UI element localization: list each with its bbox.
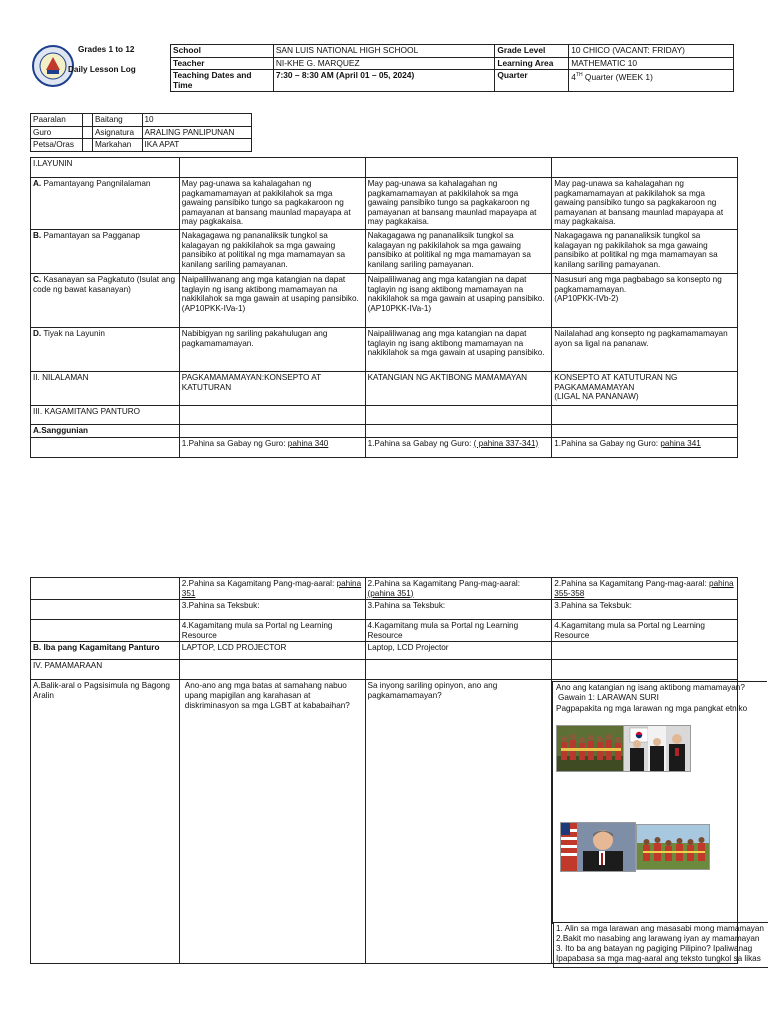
info-value: ARALING PANLIPUNAN: [142, 126, 252, 139]
cell-n2: KATANGIAN NG AKTIBONG MAMAMAYAN: [365, 372, 552, 406]
row-label-c: C. Kasanayan sa Pagkatuto (Isulat ang code ng bawat kasanayan): [31, 274, 180, 328]
grades-label: Grades 1 to 12: [78, 45, 135, 54]
lesson-table-page1: [30, 157, 738, 458]
info-key: Petsa/Oras: [31, 139, 83, 152]
cell-balik1: Ano-ano ang mga batas at samahang nabuo upang mapigilan ang karahasan at diskriminasyon sa mga LGBT at kababaihan?: [179, 680, 365, 964]
cell-s2: 1.Pahina sa Gabay ng Guro: ( pahina 337-341): [365, 437, 552, 457]
cell-a3: May pag-unawa sa kahalagahan ng pagkamamamayan at pakikilahok sa mga gawaing pansibiko tungo sa pagkakaroon ng pamayanan at bansang maunlad mapayapa at may pagkakaisa.: [552, 178, 738, 230]
cell-d2: Naipaliliwanag ang mga katangian na dapat taglayin ng isang aktibong mamamayan na nakikilahok sa mga gawain at usaping pansibiko.: [365, 328, 552, 372]
school-value: SAN LUIS NATIONAL HIGH SCHOOL: [273, 45, 495, 58]
question-1: 1. Alin sa mga larawan ang masasabi mong mamamayan: [556, 924, 764, 933]
info-value: 10: [142, 114, 252, 127]
info-key: Paaralan: [31, 114, 83, 127]
cell-p2: 2.Pahina sa Kagamitang Pang-mag-aaral: (pahina 351): [365, 578, 552, 600]
cell-portal1: 4.Kagamitang mula sa Portal ng Learning Resource: [179, 620, 365, 642]
reading-instruction: Ipapabasa sa mga mag-aaral ang teksto tungkol sa likas: [556, 954, 761, 963]
cell-teks3: 3.Pahina sa Teksbuk:: [552, 600, 738, 620]
activity-gawain-title: Gawain 1: LARAWAN SURI: [558, 693, 659, 702]
quarter-label: Quarter: [495, 70, 569, 92]
teaching-dates-label: Teaching Dates and Time: [171, 70, 274, 92]
section-kagamitang-panturo: III. KAGAMITANG PANTURO: [31, 406, 180, 425]
learning-area-label: Learning Area: [495, 57, 569, 70]
school-label: School: [171, 45, 274, 58]
cell-portal2: 4.Kagamitang mula sa Portal ng Learning Resource: [365, 620, 552, 642]
row-label-balik-aral: A.Balik-aral o Pagsisimula ng Bagong Aralin: [31, 680, 180, 964]
cell-c2: Naipaliliwanag ang mga katangian na dapat taglayin ng isang aktibong mamamayan na nakikilahok sa mga gawain at usaping pansibiko. (AP10PKK-IVa-1): [365, 274, 552, 328]
cell-portal3: 4.Kagamitang mula sa Portal ng Learning Resource: [552, 620, 738, 642]
cell-a2: May pag-unawa sa kahalagahan ng pagkamamamayan at pakikilahok sa mga gawaing pansibiko tungo sa pagkakaroon ng pamayanan at bansang maunlad mapayapa at may pagkakaisa.: [365, 178, 552, 230]
cell-s3: 1.Pahina sa Gabay ng Guro: pahina 341: [552, 437, 738, 457]
cell-p1: 2.Pahina sa Kagamitang Pang-mag-aaral: pahina 351: [179, 578, 365, 600]
grade-level-label: Grade Level: [495, 45, 569, 58]
daily-lesson-log-title: Daily Lesson Log: [68, 65, 136, 74]
info-table: [30, 113, 252, 152]
section-nilalaman: II. NILALAMAN: [31, 372, 180, 406]
cell-teks1: 3.Pahina sa Teksbuk:: [179, 600, 365, 620]
learning-area-value: MATHEMATIC 10: [569, 57, 734, 70]
questions-box: [553, 922, 768, 968]
cell-a1: May pag-unawa sa kahalagahan ng pagkamamamayan at pakikilahok sa mga gawaing pansibiko tungo sa pagkakaroon ng pamayanan at bansang maunlad mapayapa at may pagkakaisa.: [179, 178, 365, 230]
cell-b3: Nakagagawa ng pananaliksik tungkol sa kalagayan ng pakikilahok sa mga gawaing pansibiko at politikal ng mga mamamayan sa kanilang sariling pamayanan.: [552, 230, 738, 274]
cell-n3: KONSEPTO AT KATUTURAN NG PAGKAMAMAMAYAN (LIGAL NA PANANAW): [552, 372, 738, 406]
info-key: Guro: [31, 126, 83, 139]
cell-iba2: Laptop, LCD Projector: [365, 642, 552, 660]
info-value: IKA APAT: [142, 139, 252, 152]
activity-description: Pagpapakita ng mga larawan ng mga pangkat etniko: [556, 704, 748, 713]
cell-n1: PAGKAMAMAMAYAN:KONSEPTO AT KATUTURAN: [179, 372, 365, 406]
cell-d1: Nabibigyan ng sariling pakahulugan ang pagkamamamayan.: [179, 328, 365, 372]
cell-iba1: LAPTOP, LCD PROJECTOR: [179, 642, 365, 660]
info-key: Markahan: [92, 139, 142, 152]
cell-c1: Naipaliliwanang ang mga katangian na dapat taglayin ng isang aktibong mamamayan na nakikilahok sa mga gawain at usaping pansibiko. (AP10PKK-IVa-1): [179, 274, 365, 328]
cell-balik2: Sa inyong sariling opinyon, ano ang pagkamamamayan?: [365, 680, 552, 964]
activity-textbox-frame: [552, 681, 767, 924]
teaching-dates-value: 7:30 – 8:30 AM (April 01 – 05, 2024): [273, 70, 495, 92]
teacher-label: Teacher: [171, 57, 274, 70]
info-key: Baitang: [92, 114, 142, 127]
activity-question: Ano ang katangian ng isang aktibong mamamayan?: [556, 683, 745, 692]
quarter-value: 4TH Quarter (WEEK 1): [569, 70, 734, 92]
cell-b1: Nakagagawa ng pananaliksik tungkol sa kalagayan ng pakikilahok sa mga gawaing pansibiko at politikal ng mga mamamayan sa kanilang sariling pamayanan.: [179, 230, 365, 274]
question-2: 2.Bakit mo nasabing ang larawang iyan ay mamamayan: [556, 934, 760, 943]
header-table: [170, 44, 734, 92]
teacher-value: NI-KHE G. MARQUEZ: [273, 57, 495, 70]
row-label-sanggunian: A.Sanggunian: [31, 425, 180, 438]
info-key: Asignatura: [92, 126, 142, 139]
cell-b2: Nakagagawa ng pananaliksik tungkol sa kalagayan ng pakikilahok sa mga gawaing pansibiko at politikal ng mga mamamayan sa kanilang sariling pamayanan.: [365, 230, 552, 274]
row-label-d: D. Tiyak na Layunin: [31, 328, 180, 372]
row-label-iba-pang-kagamitan: B. Iba pang Kagamitang Panturo: [31, 642, 180, 660]
section-layunin: I.LAYUNIN: [31, 158, 180, 178]
row-label-b: B. Pamantayan sa Pagganap: [31, 230, 180, 274]
cell-d3: Nailalahad ang konsepto ng pagkamamamayan ayon sa ligal na pananaw.: [552, 328, 738, 372]
section-pamamaraan: IV. PAMAMARAAN: [31, 660, 180, 680]
cell-c3: Nasusuri ang mga pagbabago sa konsepto ng pagkamamamayan. (AP10PKK-IVb-2): [552, 274, 738, 328]
question-3: 3. Ito ba ang batayan ng pagiging Pilipino? Ipaliwanag: [556, 944, 753, 953]
row-label-a: A. Pamantayang Pangnilalaman: [31, 178, 180, 230]
cell-s1: 1.Pahina sa Gabay ng Guro: pahina 340: [179, 437, 365, 457]
cell-p3: 2.Pahina sa Kagamitang Pang-mag-aaral: pahina 355-358: [552, 578, 738, 600]
grade-level-value: 10 CHICO (VACANT: FRIDAY): [569, 45, 734, 58]
cell-teks2: 3.Pahina sa Teksbuk:: [365, 600, 552, 620]
